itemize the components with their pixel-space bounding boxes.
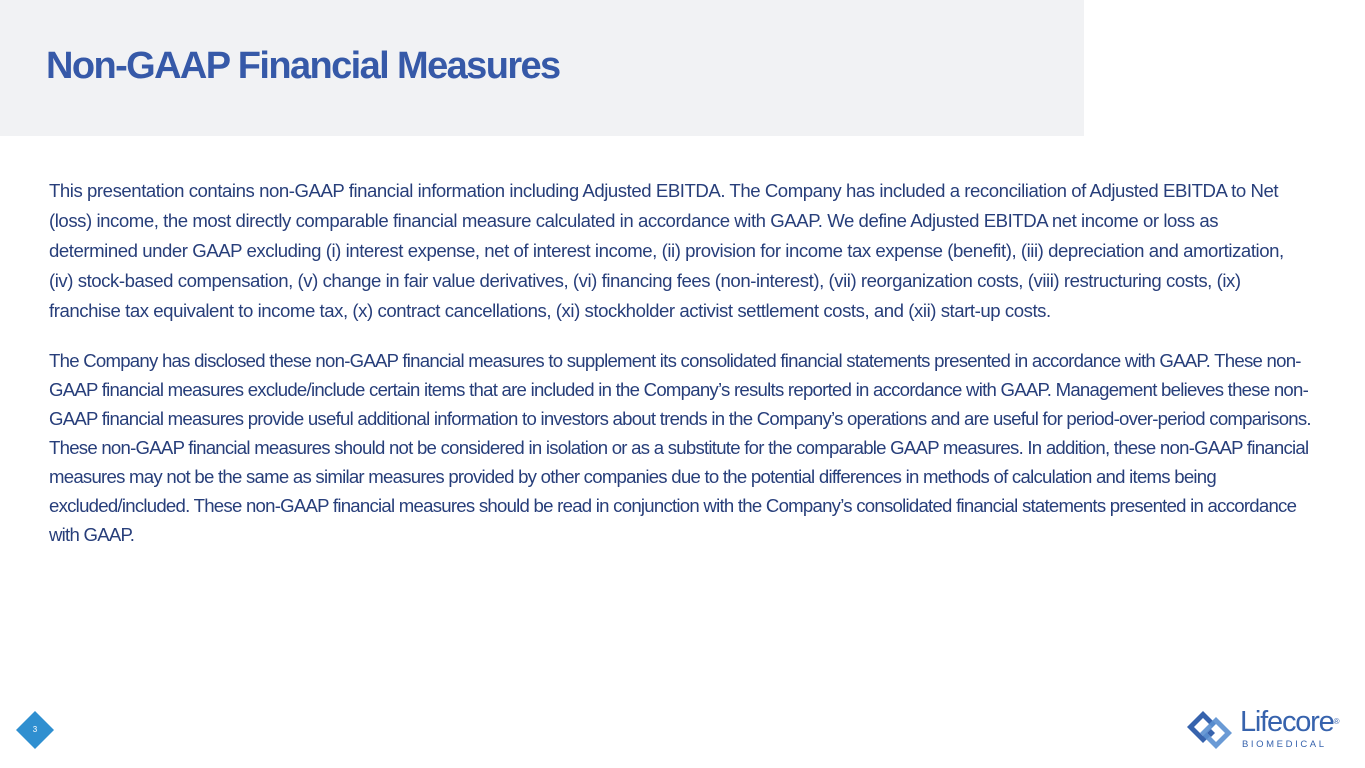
body-text bbox=[49, 176, 1311, 549]
logo-subtitle: BIOMEDICAL bbox=[1242, 739, 1327, 750]
page-number-badge bbox=[16, 711, 54, 749]
paragraph-disclosure: The Company has disclosed these non-GAAP financial measures to supplement its consolidated financial statements presented in accordance with GAAP. These non-GAAP financial measures exclude/include certain items that are included in the Company’s results reported in accordance with GAAP. Management believes these non-GAAP financial measures provide useful additional information to investors about trends in the Company’s operations and are useful for period-over-period comparisons. These non-GAAP financial measures should not be considered in isolation or as a substitute for the comparable GAAP measures. In addition, these non-GAAP financial measures may not be the same as similar measures provided by other companies due to the potential differences in methods of calculation and items being excluded/included. These non-GAAP financial measures should be read in conjunction with the Company’s consolidated financial statements presented in accordance with GAAP. bbox=[49, 350, 1311, 545]
page-number: 3 bbox=[32, 725, 38, 734]
logo-name: Lifecore bbox=[1240, 706, 1334, 738]
slide-title: Non-GAAP Financial Measures bbox=[46, 45, 560, 87]
lifecore-diamond-logo-icon bbox=[1186, 709, 1236, 751]
logo-trademark: ® bbox=[1333, 717, 1340, 726]
company-logo bbox=[1186, 706, 1351, 754]
paragraph-definition: This presentation contains non-GAAP financial information including Adjusted EBITDA. The Company has included a reconciliation of Adjusted EBITDA to Net (loss) income, the most directly comparable financial measure calculated in accordance with GAAP. We define Adjusted EBITDA net income or loss as determined under GAAP excluding (i) interest expense, net of interest income, (ii) provision for income tax expense (benefit), (iii) depreciation and amortization, (iv) stock-based compensation, (v) change in fair value derivatives, (vi) financing fees (non-interest), (vii) reorganization costs, (viii) restructuring costs, (ix) franchise tax equivalent to income tax, (x) contract cancellations, (xi) stockholder activist settlement costs, and (xii) start-up costs. bbox=[49, 180, 1284, 321]
logo-wordmark bbox=[1240, 706, 1339, 738]
